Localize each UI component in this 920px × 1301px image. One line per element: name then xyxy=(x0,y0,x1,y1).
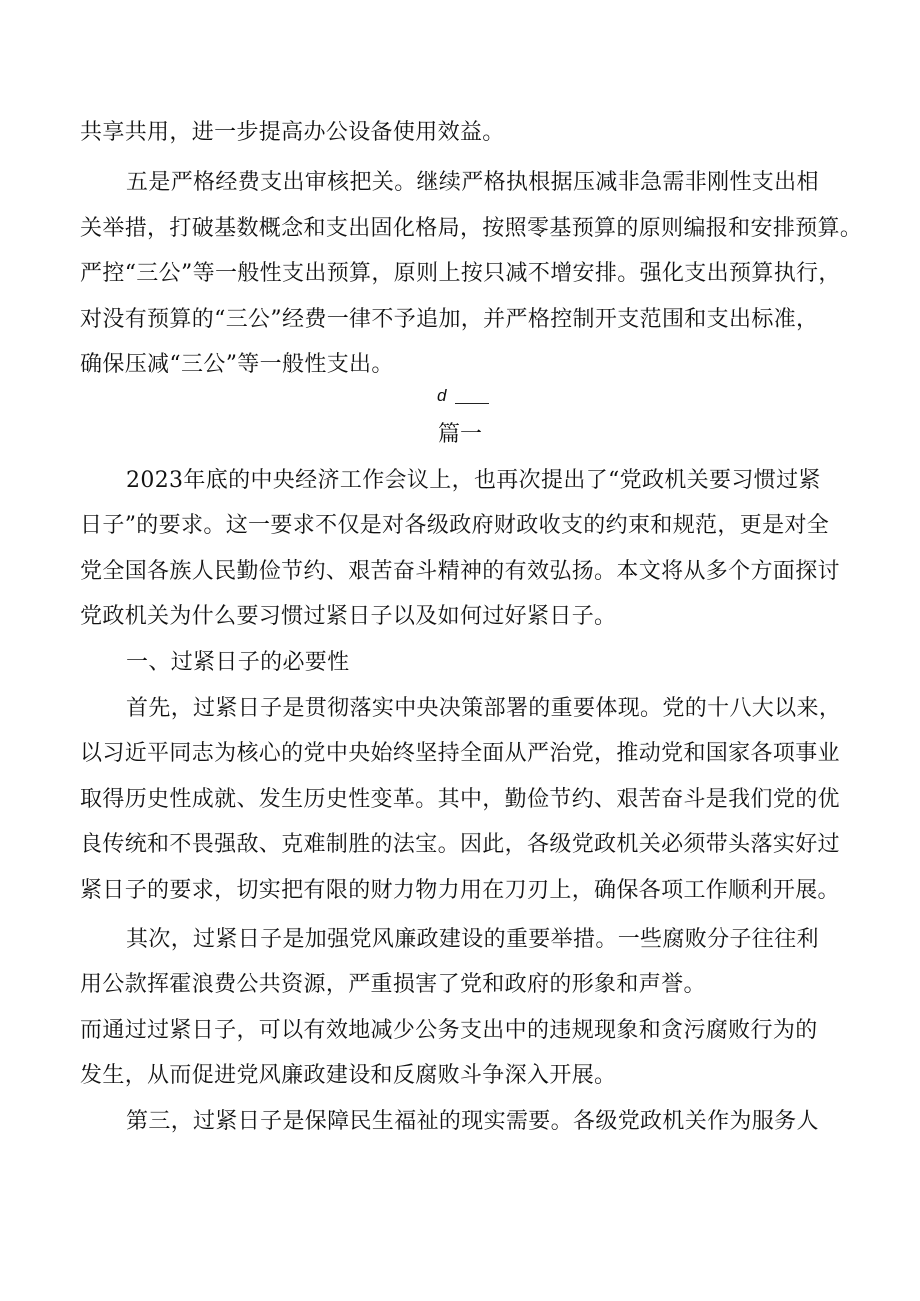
text-line: 党政机关为什么要习惯过紧日子以及如何过好紧日子。 xyxy=(80,604,617,629)
text-line: 严控“三公”等一般性支出预算，原则上按只减不增安排。强化支出预算执行， xyxy=(80,261,841,286)
text-line: 取得历史性成就、发生历史性变革。其中，勤俭节约、艰苦奋斗是我们党的优 xyxy=(80,787,840,812)
text-line: 日子”的要求。这一要求不仅是对各级政府财政收支的约束和规范，更是对全 xyxy=(80,513,830,538)
text-line: 2023年底的中央经济工作会议上，也再次提出了“党政机关要习惯过紧 xyxy=(126,468,821,493)
section-heading: 篇一 xyxy=(438,422,483,447)
text-line: 发生，从而促进党风廉政建设和反腐败斗争深入开展。 xyxy=(80,1063,617,1088)
text-line: 紧日子的要求，切实把有限的财力物力用在刀刃上，确保各项工作顺利开展。 xyxy=(80,878,840,903)
marker-underline xyxy=(455,403,489,404)
text-line: 对没有预算的“三公”经费一律不予追加，并严格控制开支范围和支出标准， xyxy=(80,307,819,332)
section-marker: d xyxy=(437,386,447,405)
text-line: 关举措，打破基数概念和支出固化格局，按照零基预算的原则编报和安排预算。 xyxy=(80,216,863,241)
text-line: 确保压减“三公”等一般性支出。 xyxy=(80,352,394,377)
text-line: 共享共用，进一步提高办公设备使用效益。 xyxy=(80,120,505,145)
text-line: 第三，过紧日子是保障民生福祉的现实需要。各级党政机关作为服务人 xyxy=(126,1109,819,1134)
text-line: 用公款挥霍浪费公共资源，严重损害了党和政府的形象和声誉。 xyxy=(80,972,706,997)
text-line: 其次，过紧日子是加强党风廉政建设的重要举措。一些腐败分子往往利 xyxy=(126,927,819,952)
text-line: 以习近平同志为核心的党中央始终坚持全面从严治党，推动党和国家各项事业 xyxy=(80,741,840,766)
text-line: 五是严格经费支出审核把关。继续严格执根据压减非急需非刚性支出相 xyxy=(126,170,819,195)
text-line: 良传统和不畏强敌、克难制胜的法宝。因此，各级党政机关必须带头落实好过 xyxy=(80,832,840,857)
text-line: 首先，过紧日子是贯彻落实中央决策部署的重要体现。党的十八大以来， xyxy=(126,696,842,721)
text-line: 而通过过紧日子，可以有效地减少公务支出中的违规现象和贪污腐败行为的 xyxy=(80,1018,818,1043)
text-line: 党全国各族人民勤俭节约、艰苦奋斗精神的有效弘扬。本文将从多个方面探讨 xyxy=(80,559,840,584)
subheading: 一、过紧日子的必要性 xyxy=(126,650,350,675)
